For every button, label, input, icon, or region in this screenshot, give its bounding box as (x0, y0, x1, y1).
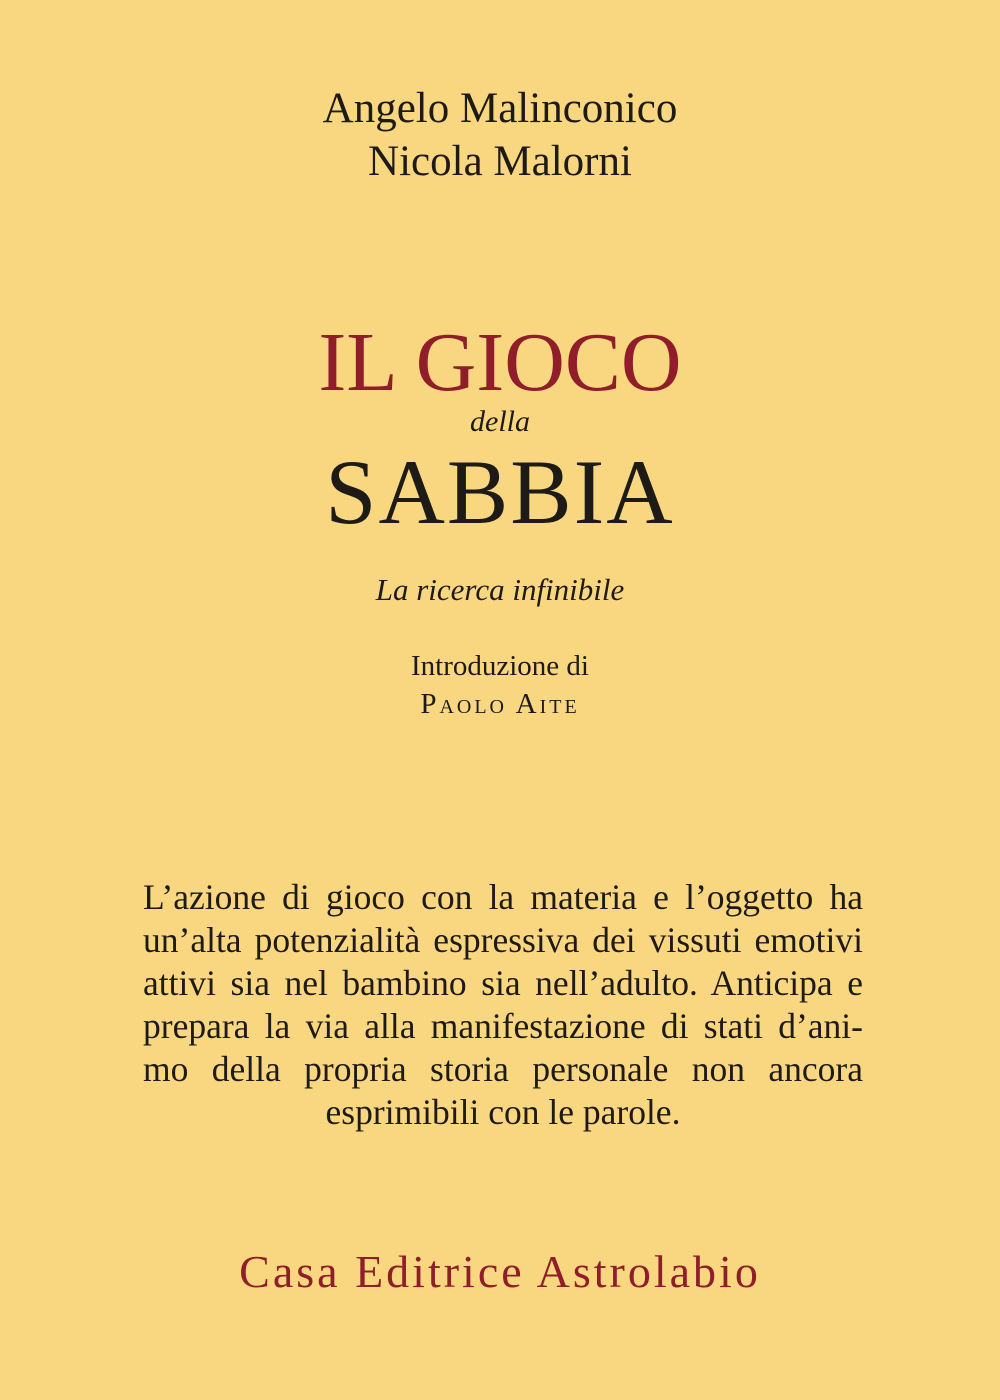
author-name: Angelo Malinconico (322, 85, 678, 132)
title-top: IL GIOCO (318, 316, 682, 409)
title-main: SABBIA (325, 441, 675, 543)
authors (0, 82, 1000, 188)
blurb-line: mo della propria storia personale non ancora (143, 1049, 863, 1089)
subtitle: La ricerca infinibile (375, 572, 625, 607)
title-connector: della (470, 405, 530, 438)
blurb-line: L’azione di gioco con la materia e l’oggetto ha (143, 877, 863, 917)
blurb-text (143, 876, 863, 1134)
publisher: Casa Editrice Astrolabio (239, 1246, 761, 1297)
author-name: Nicola Malorni (368, 138, 632, 185)
introduction-label: Introduzione di (411, 650, 589, 682)
blurb-line: esprimibili con le parole. (325, 1092, 681, 1132)
blurb-line: un’alta potenzialità espressiva dei vissuti emotivi (143, 920, 863, 960)
introduction-author: Paolo Aite (420, 688, 580, 720)
blurb-line: attivi sia nel bambino sia nell’adulto. Anticipa e (143, 963, 863, 1003)
blurb-line: prepara la via alla manifestazione di stati d’ani- (143, 1006, 863, 1046)
